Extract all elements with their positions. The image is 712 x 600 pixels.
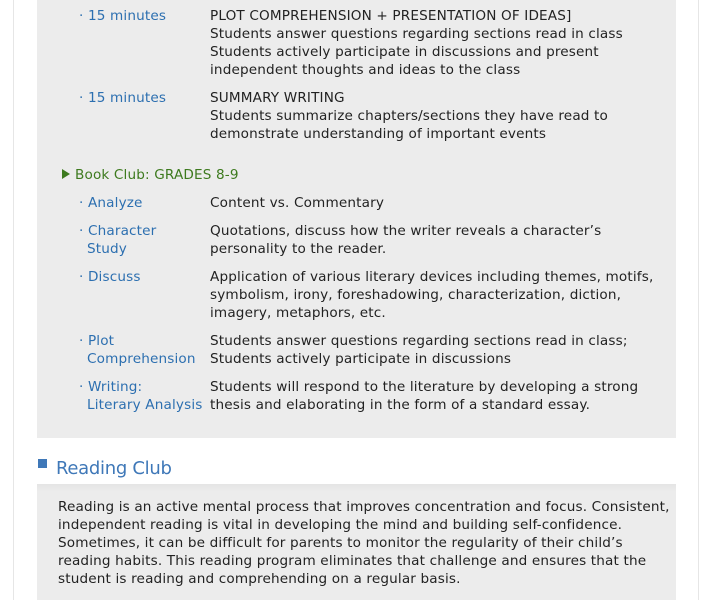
book-club-item-label: · Character Study [79, 223, 157, 257]
book-club-item-description: Students answer questions regarding sections read in class; Students actively participate in discussions [210, 333, 628, 367]
book-club-item-description: Quotations, discuss how the writer reveals a character’s personality to the reader. [210, 223, 602, 257]
schedule-description: PLOT COMPREHENSION + PRESENTATION OF IDEAS] Students answer questions regarding sections read in class Students actively participate in discussions and present independent thoughts and ideas to the class [210, 8, 623, 78]
schedule-time-label: · 15 minutes [79, 8, 167, 24]
book-club-item-label: · Discuss [79, 269, 141, 285]
book-club-item-description: Application of various literary devices including themes, motifs, symbolism, irony, foreshadowing, characterization, diction, imagery, metaphors, etc. [210, 269, 654, 321]
book-club-item-description: Students will respond to the literature by developing a strong thesis and elaborating in the form of a standard essay. [210, 379, 639, 413]
schedule-description: SUMMARY WRITING Students summarize chapters/sections they have read to demonstrate understanding of important events [210, 90, 608, 142]
book-club-item-label: · Plot Comprehension [79, 333, 196, 367]
schedule-time-label: · 15 minutes [79, 90, 167, 106]
reading-club-paragraph: Reading is an active mental process that improves concentration and focus. Consistent, independent reading is vital in developing the mind and building self-confidence. Sometimes, it can be difficult for parents to monitor the regularity of their child’s reading habits. This reading program eliminates that challenge and ensures that the student is reading and comprehending on a regular basis. [58, 499, 670, 587]
book-club-heading: Book Club: GRADES 8-9 [62, 166, 239, 184]
triangle-bullet-icon [62, 169, 70, 179]
book-club-item-label: · Writing: Literary Analysis [79, 379, 203, 413]
reading-club-title: Reading Club [38, 458, 172, 480]
square-bullet-icon [38, 459, 47, 468]
book-club-item-description: Content vs. Commentary [210, 195, 385, 211]
book-club-item-label: · Analyze [79, 195, 143, 211]
